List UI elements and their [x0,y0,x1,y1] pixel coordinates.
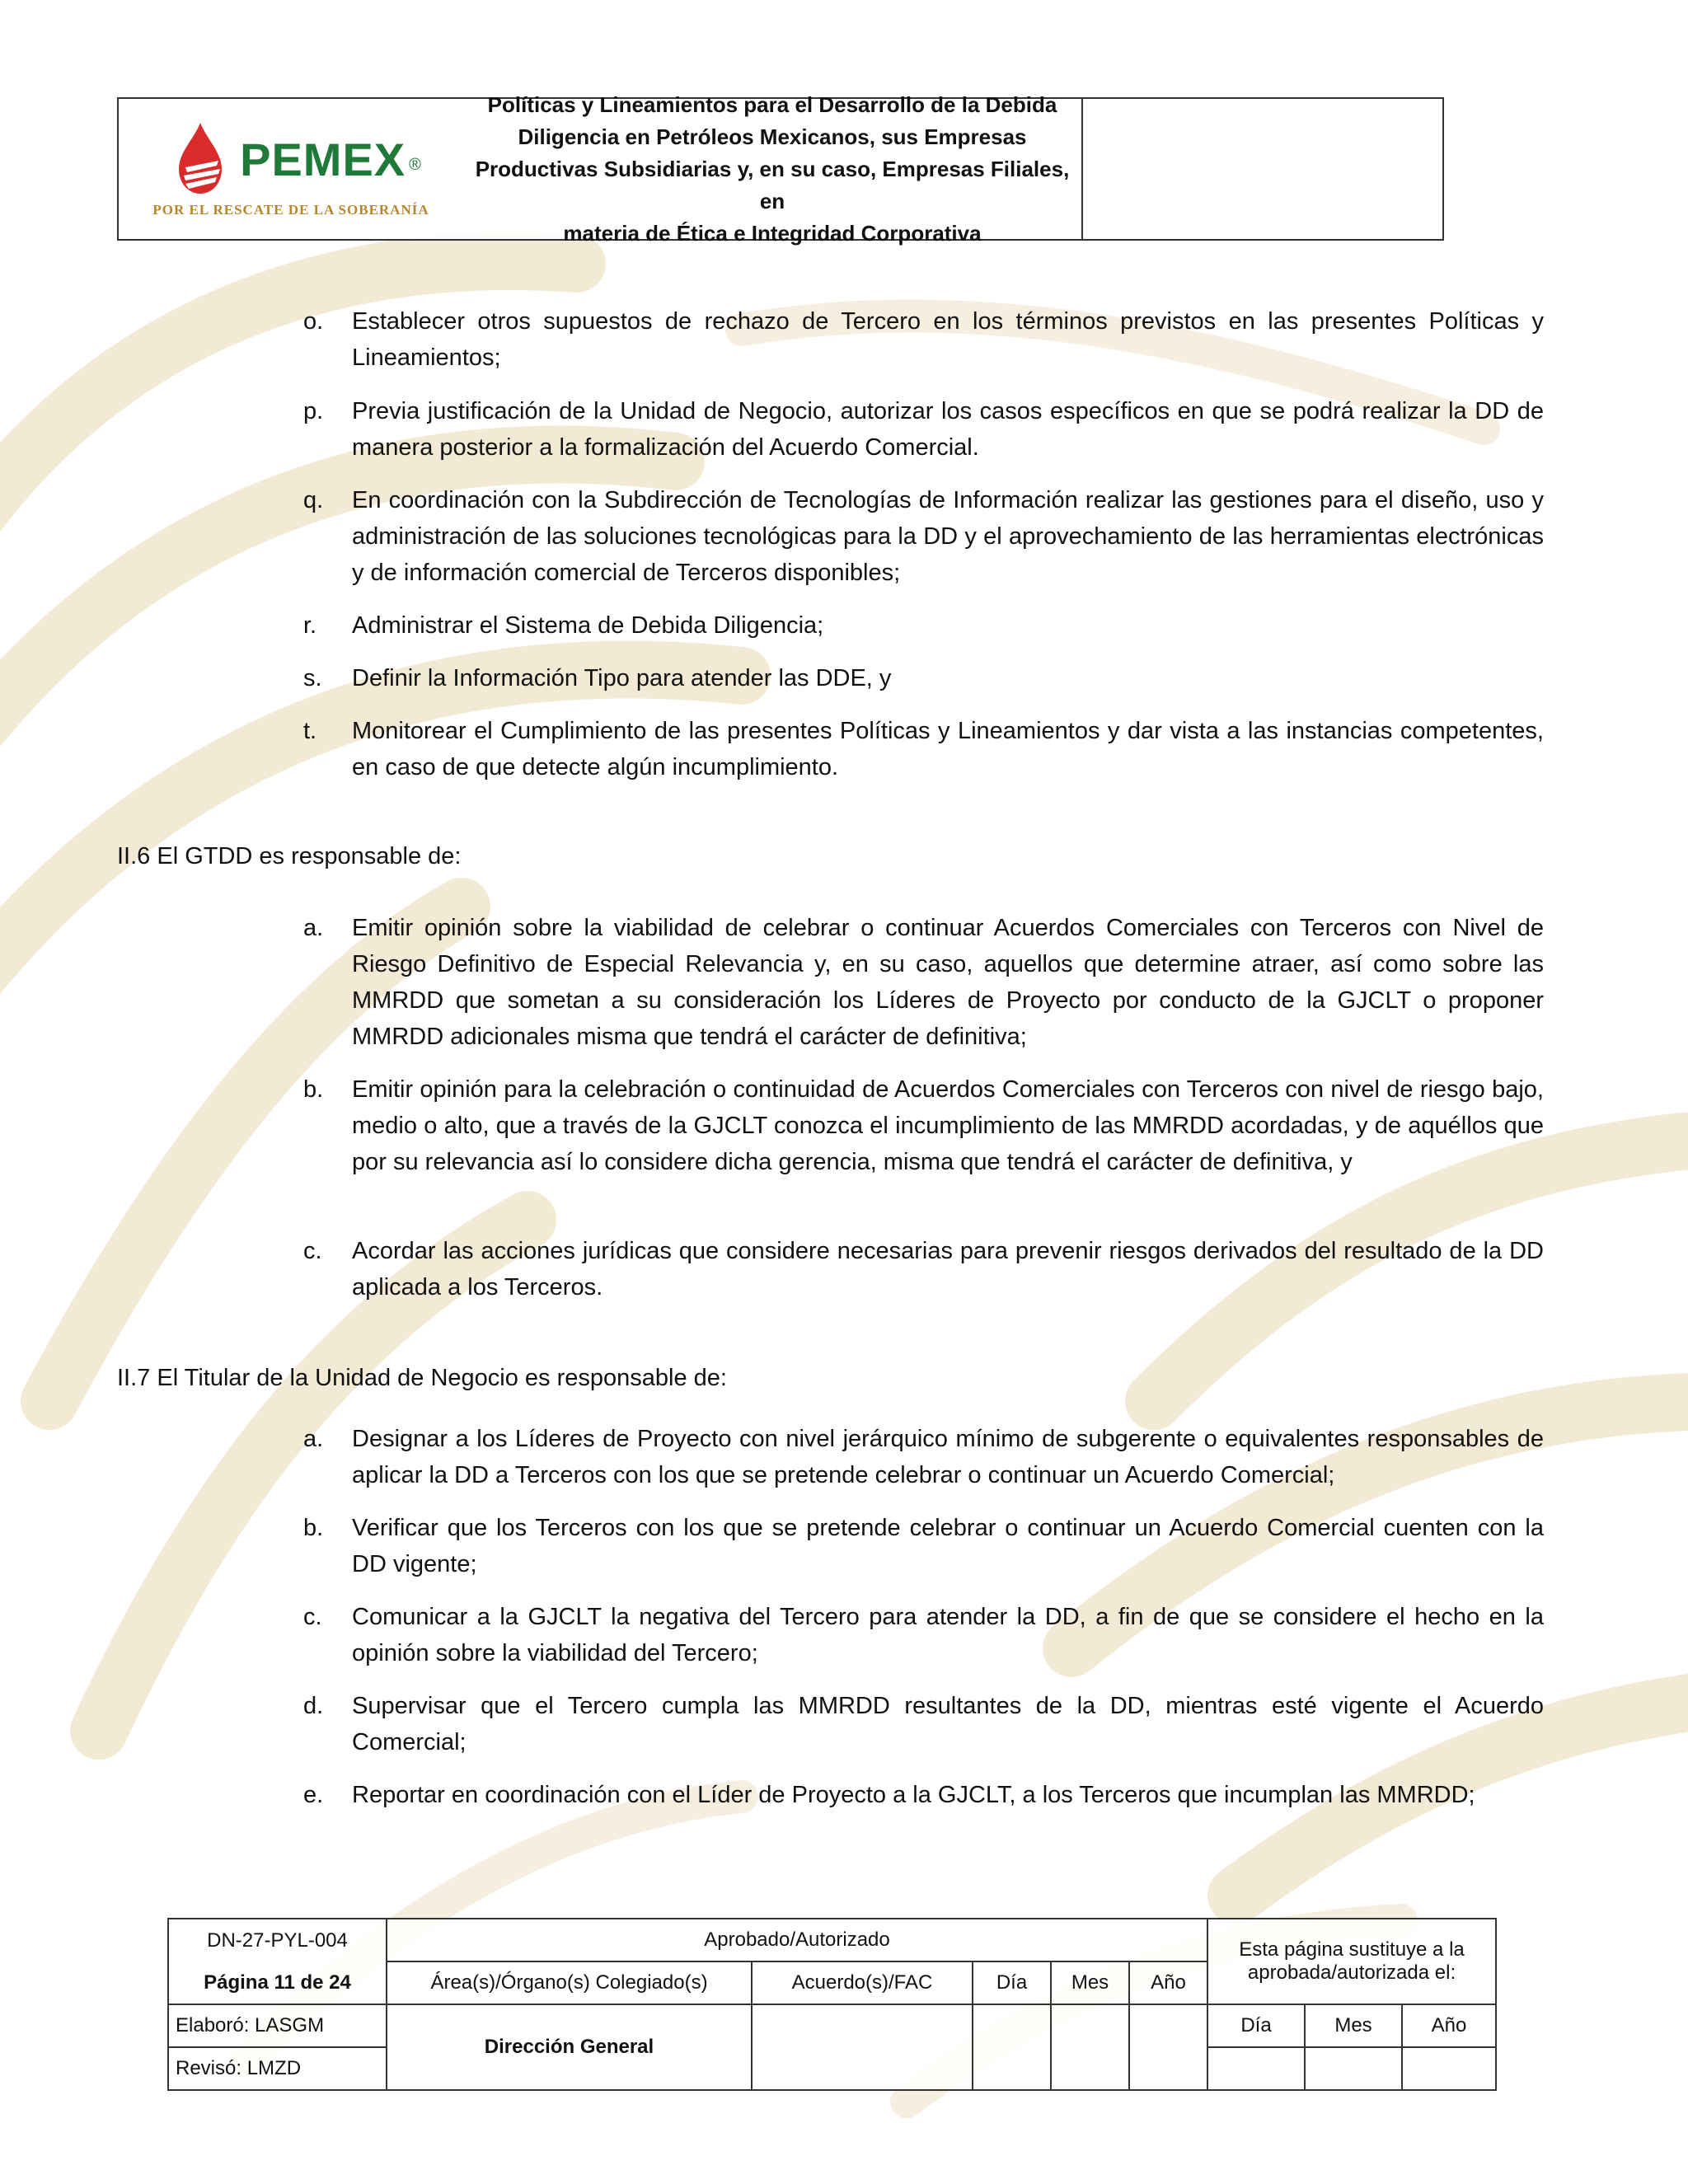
list-text: Acordar las acciones jurídicas que considere necesarias para prevenir riesgos derivados del resultado de la DD aplicada a los Terceros. [352,1238,1544,1301]
list-text: Emitir opinión sobre la viabilidad de celebrar o continuar Acuerdos Comerciales con Terceros con Nivel de Riesgo Definitivo de Especial Relevancia y, en su caso, aquellos que determine atraer, así como sobre las MMRDD que sometan a su consideración los Líderes de Proyecto por conducto de la GJCLT o proponer MMRDD adicionales misma que tendrá el carácter de definitiva; [352,915,1544,1050]
doc-code: DN-27-PYL-004 [168,1919,387,1961]
list-marker: r. [303,612,317,639]
pemex-eagle-icon [161,120,240,199]
list-marker: d. [303,1693,324,1719]
month-value [1051,2004,1129,2090]
list-text: Designar a los Líderes de Proyecto con nivel jerárquico mínimo de subgerente o equivalentes responsables de aplicar la DD a Terceros con los que se pretende celebrar o continuar un Acuerdo Comercial; [352,1426,1544,1488]
list-marker: c. [303,1604,322,1630]
reviewed-by: Revisó: LMZD [168,2047,387,2090]
list-text: Previa justificación de la Unidad de Negocio, autorizar los casos específicos en que se podrá realizar la DD de manera posterior a la formalización del Acuerdo Comercial. [352,398,1544,461]
list-text: Supervisar que el Tercero cumpla las MMRDD resultantes de la DD, mientras esté vigente el Acuerdo Comercial; [352,1693,1544,1755]
list-marker: b. [303,1076,324,1103]
year-value [1129,2004,1207,2090]
list-marker: a. [303,915,324,941]
list-marker: s. [303,665,322,691]
document-title [463,91,1083,246]
replaces-note: Esta página sustituye a la aprobada/autorizada el: [1207,1919,1496,2004]
list-text: Monitorear el Cumplimiento de las presentes Políticas y Lineamientos y dar vista a las instancias competentes, en caso de que detecte algún incumplimiento. [352,718,1544,780]
list-text: Administrar el Sistema de Debida Diligencia; [352,612,824,639]
list-text: Verificar que los Terceros con los que se pretende celebrar o continuar un Acuerdo Comercial cuenten con la DD vigente; [352,1515,1544,1577]
area-header: Área(s)/Órgano(s) Colegiado(s) [387,1961,752,2004]
pemex-logo [119,99,463,239]
section-heading-ii7: II.7 El Titular de la Unidad de Negocio es responsable de: [117,1365,727,1391]
pemex-wordmark: PEMEX [240,133,406,185]
replace-month-header: Mes [1305,2004,1402,2047]
list-text: Definir la Información Tipo para atender las DDE, y [352,665,892,691]
replace-year-value [1402,2047,1496,2090]
list-marker: t. [303,718,317,744]
header-blank-cell [1083,99,1442,239]
title-line: Diligencia en Petróleos Mexicanos, sus Empresas [518,124,1027,149]
agreement-value [752,2004,973,2090]
list-marker: o. [303,308,324,335]
replace-day-value [1207,2047,1305,2090]
day-value [973,2004,1051,2090]
list-marker: c. [303,1238,322,1264]
replace-day-header: Día [1207,2004,1305,2047]
section-heading-ii6: II.6 El GTDD es responsable de: [117,843,462,869]
title-line: Políticas y Lineamientos para el Desarrollo de la Debida [487,91,1057,117]
title-line: materia de Ética e Integridad Corporativa [563,220,982,246]
list-text: Establecer otros supuestos de rechazo de Tercero en los términos previstos en las presentes Políticas y Lineamientos; [352,308,1544,371]
approved-header: Aprobado/Autorizado [387,1919,1207,1961]
list-marker: e. [303,1782,324,1808]
month-header: Mes [1051,1961,1129,2004]
title-line: Productivas Subsidiarias y, en su caso, Empresas Filiales, en [475,156,1070,213]
prepared-by: Elaboró: LASGM [168,2004,387,2047]
list-text: Comunicar a la GJCLT la negativa del Tercero para atender la DD, a fin de que se considere el hecho en la opinión sobre la viabilidad del Tercero; [352,1604,1544,1666]
year-header: Año [1129,1961,1207,2004]
list-text: En coordinación con la Subdirección de Tecnologías de Información realizar las gestiones para el diseño, uso y administración de las soluciones tecnológicas para la DD y el aprovechamiento de las herramientas electrónicas y de información comercial de Terceros disponibles; [352,487,1544,586]
list-marker: p. [303,398,324,424]
agreement-header: Acuerdo(s)/FAC [752,1961,973,2004]
day-header: Día [973,1961,1051,2004]
replace-year-header: Año [1402,2004,1496,2047]
document-header [117,91,1444,246]
page-number: Página 11 de 24 [168,1961,387,2004]
list-text: Emitir opinión para la celebración o continuidad de Acuerdos Comerciales con Terceros con nivel de riesgo bajo, medio o alto, que a través de la GJCLT conozca el incumplimiento de las MMRDD acordadas, y de aquéllos que por su relevancia así lo considere dicha gerencia, misma que tendrá el carácter de definitiva, y [352,1076,1544,1175]
list-marker: a. [303,1426,324,1452]
list-marker: b. [303,1515,324,1541]
area-value: Dirección General [387,2004,752,2090]
replace-month-value [1305,2047,1402,2090]
list-text: Reportar en coordinación con el Líder de Proyecto a la GJCLT, a los Terceros que incumplan las MMRDD; [352,1782,1475,1808]
document-footer [167,1918,1497,2091]
logo-slogan: POR EL RESCATE DE LA SOBERANÍA [152,202,429,218]
registered-mark: ® [409,155,421,174]
list-marker: q. [303,487,324,513]
